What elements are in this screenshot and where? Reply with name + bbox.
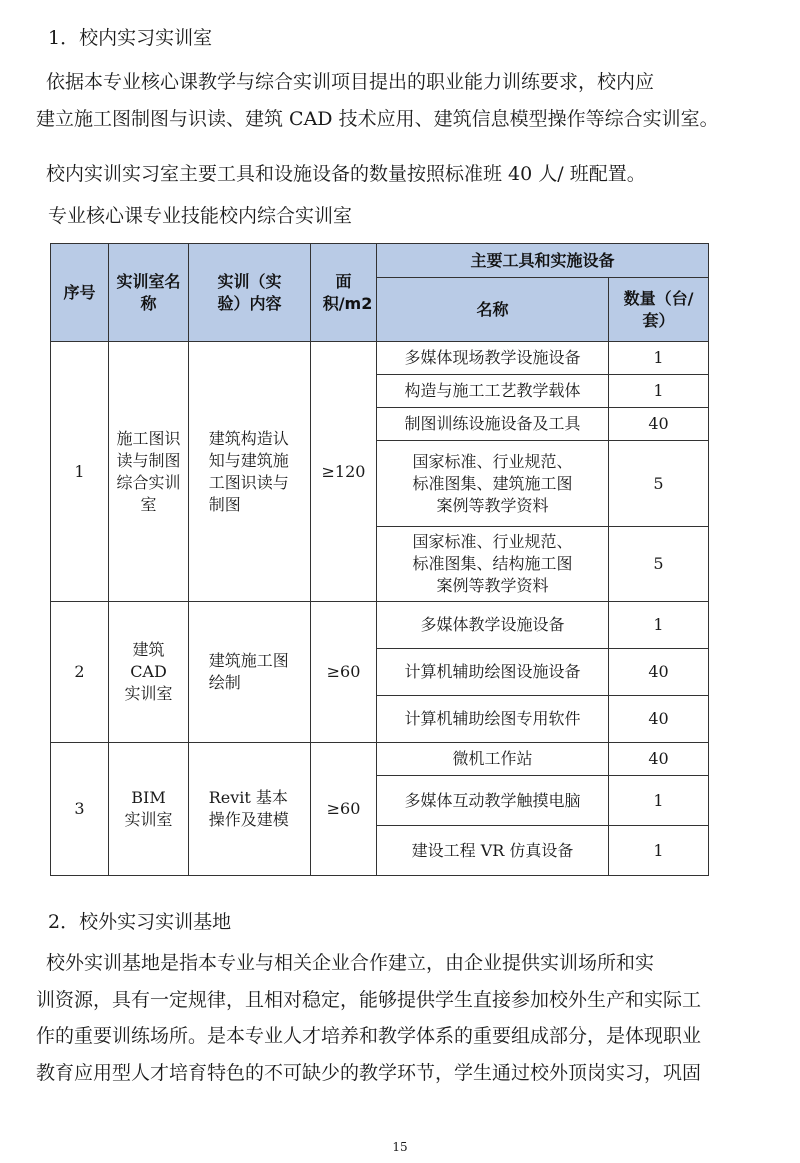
cell-area: ≥60 [311, 602, 377, 743]
cell-item-qty: 1 [609, 826, 709, 876]
header-content-text: 实训（实验）内容 [217, 271, 282, 313]
section-1-paragraph-1 [36, 64, 758, 137]
cell-room [109, 602, 189, 743]
table-caption: 专业核心课专业技能校内综合实训室 [48, 205, 353, 227]
section-1-heading: 1．校内实习实训室 [48, 27, 213, 49]
cell-content [189, 743, 311, 876]
header-name: 名称 [377, 278, 609, 342]
cell-area: ≥60 [311, 743, 377, 876]
header-content [189, 244, 311, 342]
cell-item-name-text: 国家标准、行业规范、标准图集、建筑施工图案例等教学资料 [412, 451, 573, 515]
cell-item-qty: 5 [609, 527, 709, 602]
paragraph-line: 建立施工图制图与识读、建筑 CAD 技术应用、建筑信息模型操作等综合实训室。 [36, 107, 719, 130]
paragraph-line: 训资源，具有一定规律，且相对稳定，能够提供学生直接参加校外生产和实际工 [36, 988, 702, 1011]
page-number: 15 [392, 1140, 408, 1154]
header-qty [609, 278, 709, 342]
cell-item-qty: 1 [609, 602, 709, 649]
cell-item-name: 多媒体互动教学触摸电脑 [377, 776, 609, 826]
header-equipment: 主要工具和实施设备 [377, 244, 709, 278]
cell-item-qty: 1 [609, 776, 709, 826]
cell-content-text: 建筑施工图绘制 [208, 651, 289, 692]
cell-item-name: 多媒体教学设施设备 [377, 602, 609, 649]
cell-item-name: 微机工作站 [377, 743, 609, 776]
cell-no: 3 [51, 743, 109, 876]
cell-item-name [377, 441, 609, 527]
section-1-paragraph-2: 校内实训实习室主要工具和设施设备的数量按照标准班 40 人/ 班配置。 [46, 163, 646, 185]
header-room-text: 实训室名称 [116, 271, 181, 313]
section-2-heading: 2．校外实习实训基地 [48, 911, 232, 933]
header-room [109, 244, 189, 342]
cell-item-name-text: 国家标准、行业规范、标准图集、结构施工图案例等教学资料 [412, 532, 573, 595]
paragraph-line: 校外实训基地是指本专业与相关企业合作建立，由企业提供实训场所和实 [46, 952, 655, 974]
cell-content [189, 342, 311, 602]
cell-item-qty: 5 [609, 441, 709, 527]
cell-no: 2 [51, 602, 109, 743]
cell-item-qty: 40 [609, 696, 709, 743]
table-row [51, 602, 709, 649]
cell-room [109, 743, 189, 876]
paragraph-line: 依据本专业核心课教学与综合实训项目提出的职业能力训练要求，校内应 [46, 71, 655, 93]
header-qty-text: 数量（台/套） [623, 288, 694, 330]
cell-item-qty: 1 [609, 342, 709, 375]
cell-item-qty: 40 [609, 649, 709, 696]
header-area-text: 面积/m2 [322, 271, 373, 313]
cell-no: 1 [51, 342, 109, 602]
paragraph-line: 教育应用型人才培育特色的不可缺少的教学环节，学生通过校外顶岗实习，巩固 [36, 1061, 702, 1084]
cell-content [189, 602, 311, 743]
header-no: 序号 [51, 244, 109, 342]
cell-item-name: 计算机辅助绘图专用软件 [377, 696, 609, 743]
cell-item-qty: 40 [609, 743, 709, 776]
paragraph-line: 作的重要训练场所。是本专业人才培养和教学体系的重要组成部分，是体现职业 [36, 1025, 702, 1047]
cell-item-name: 建设工程 VR 仿真设备 [377, 826, 609, 876]
cell-room-text: 施工图识读与制图综合实训室 [116, 428, 181, 514]
table-row [51, 743, 709, 776]
cell-item-qty: 40 [609, 408, 709, 441]
table-row [51, 342, 709, 375]
cell-room [109, 342, 189, 602]
cell-item-name: 构造与施工工艺教学载体 [377, 375, 609, 408]
cell-item-name: 计算机辅助绘图设施设备 [377, 649, 609, 696]
cell-item-qty: 1 [609, 375, 709, 408]
cell-content-text: 建筑构造认知与建筑施工图识读与制图 [208, 428, 289, 514]
cell-content-text: Revit 基本操作及建模 [208, 788, 289, 829]
cell-item-name [377, 527, 609, 602]
cell-item-name: 多媒体现场教学设施设备 [377, 342, 609, 375]
cell-item-name: 制图训练设施设备及工具 [377, 408, 609, 441]
cell-area: ≥120 [311, 342, 377, 602]
training-room-table [50, 243, 709, 876]
cell-room-text: 建筑 CAD 实训室 [124, 640, 173, 703]
cell-room-text: BIM 实训室 [124, 788, 173, 829]
header-area [311, 244, 377, 342]
section-2-paragraph [36, 945, 758, 1091]
